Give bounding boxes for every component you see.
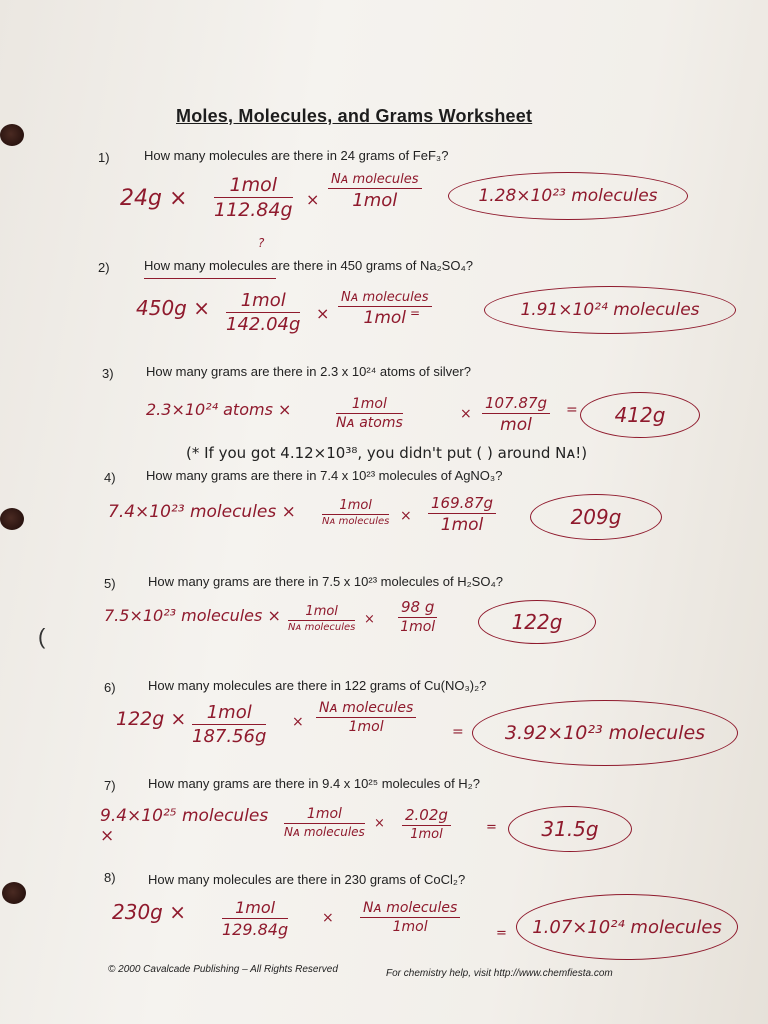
equals-sign: = bbox=[496, 926, 507, 941]
conversion-factor: 98 g 1mol bbox=[398, 598, 437, 635]
conversion-factor: Nᴀ molecules 1mol bbox=[316, 700, 416, 735]
times-sign: × bbox=[292, 714, 304, 730]
times-sign: × bbox=[322, 910, 334, 926]
work-start: 230g × bbox=[112, 900, 186, 924]
handwritten-underline bbox=[144, 278, 276, 279]
work-start: 7.4×10²³ molecules × bbox=[108, 502, 296, 522]
work-start: 450g × bbox=[136, 296, 210, 320]
help-link-text: For chemistry help, visit http://www.chemfiesta.com bbox=[386, 968, 613, 979]
question-text: How many molecules are there in 122 grams of Cu(NO₃)₂? bbox=[148, 678, 487, 693]
equals-sign: = bbox=[566, 402, 578, 418]
conversion-factor: 1mol 112.84g bbox=[214, 174, 293, 221]
times-sign: × bbox=[460, 406, 472, 422]
answer-circle: 1.07×10²⁴ molecules bbox=[516, 894, 738, 960]
conversion-factor: Nᴀ molecules 1mol bbox=[338, 290, 432, 328]
question-text: How many grams are there in 9.4 x 10²⁵ molecules of H₂? bbox=[148, 776, 480, 791]
conversion-factor: 1mol Nᴀ molecules bbox=[284, 806, 365, 839]
conversion-factor: 1mol Nᴀ molecules bbox=[288, 604, 356, 633]
conversion-factor: Nᴀ molecules 1mol bbox=[360, 900, 460, 935]
question-text: How many molecules are there in 230 grams of CoCl₂? bbox=[148, 872, 466, 887]
copyright-notice: © 2000 Cavalcade Publishing – All Rights Reserved bbox=[108, 964, 338, 975]
conversion-factor: 1mol 142.04g bbox=[226, 290, 301, 335]
question-number: 6) bbox=[104, 680, 116, 695]
conversion-factor: 169.87g 1mol bbox=[428, 494, 496, 535]
question-number: 8) bbox=[104, 870, 116, 885]
equals-sign: = bbox=[452, 724, 464, 740]
question-text: How many grams are there in 7.4 x 10²³ molecules of AgNO₃? bbox=[146, 468, 503, 483]
conversion-factor: 1mol Nᴀ atoms bbox=[336, 396, 403, 431]
question-text: How many grams are there in 7.5 x 10²³ molecules of H₂SO₄? bbox=[148, 574, 503, 589]
question-number: 5) bbox=[104, 576, 116, 591]
answer-circle: 31.5g bbox=[508, 806, 632, 852]
conversion-factor: 1mol Nᴀ molecules bbox=[322, 498, 390, 527]
times-sign: × bbox=[400, 508, 412, 524]
question-number: 3) bbox=[102, 366, 114, 381]
answer-circle: 209g bbox=[530, 494, 662, 540]
worksheet-title: Moles, Molecules, and Grams Worksheet bbox=[176, 106, 533, 126]
binder-hole-bottom bbox=[2, 882, 26, 904]
question-number: 2) bbox=[98, 260, 110, 275]
question-text: How many molecules are there in 450 grams of Na₂SO₄? bbox=[144, 258, 473, 273]
equals-sign: = bbox=[486, 820, 497, 835]
binder-hole-middle bbox=[0, 508, 24, 530]
conversion-factor: 1mol 187.56g bbox=[192, 702, 267, 747]
work-start: 9.4×10²⁵ molecules × bbox=[100, 806, 269, 846]
question-number: 4) bbox=[104, 470, 116, 485]
times-sign: × bbox=[374, 816, 385, 831]
binder-hole-top bbox=[0, 124, 24, 146]
work-start: 7.5×10²³ molecules × bbox=[104, 606, 281, 625]
handwritten-note: (* If you got 4.12×10³⁸, you didn't put ( ) around Nᴀ!) bbox=[186, 444, 588, 462]
question-text: How many molecules are there in 24 grams of FeF₃? bbox=[144, 148, 449, 163]
conversion-factor: Nᴀ molecules 1mol bbox=[328, 172, 422, 211]
conversion-factor: 1mol 129.84g bbox=[222, 898, 289, 939]
answer-circle: 412g bbox=[580, 392, 700, 438]
conversion-factor: 2.02g 1mol bbox=[402, 806, 451, 842]
times-sign: × bbox=[306, 190, 320, 209]
work-start: 122g × bbox=[116, 708, 187, 730]
times-sign: × bbox=[364, 612, 375, 627]
question-mark: ? bbox=[258, 236, 265, 250]
conversion-factor: 107.87g mol bbox=[482, 394, 550, 435]
work-start: 24g × bbox=[120, 186, 188, 211]
question-number: 1) bbox=[98, 150, 110, 165]
equals-sign: = bbox=[410, 306, 421, 320]
margin-mark: ( bbox=[38, 624, 46, 649]
answer-circle: 122g bbox=[478, 600, 596, 644]
question-text: How many grams are there in 2.3 x 10²⁴ atoms of silver? bbox=[146, 364, 471, 379]
answer-circle: 1.91×10²⁴ molecules bbox=[484, 286, 736, 334]
times-sign: × bbox=[316, 304, 330, 323]
answer-circle: 1.28×10²³ molecules bbox=[448, 172, 688, 220]
question-number: 7) bbox=[104, 778, 116, 793]
answer-circle: 3.92×10²³ molecules bbox=[472, 700, 738, 766]
work-start: 2.3×10²⁴ atoms × bbox=[146, 400, 292, 419]
